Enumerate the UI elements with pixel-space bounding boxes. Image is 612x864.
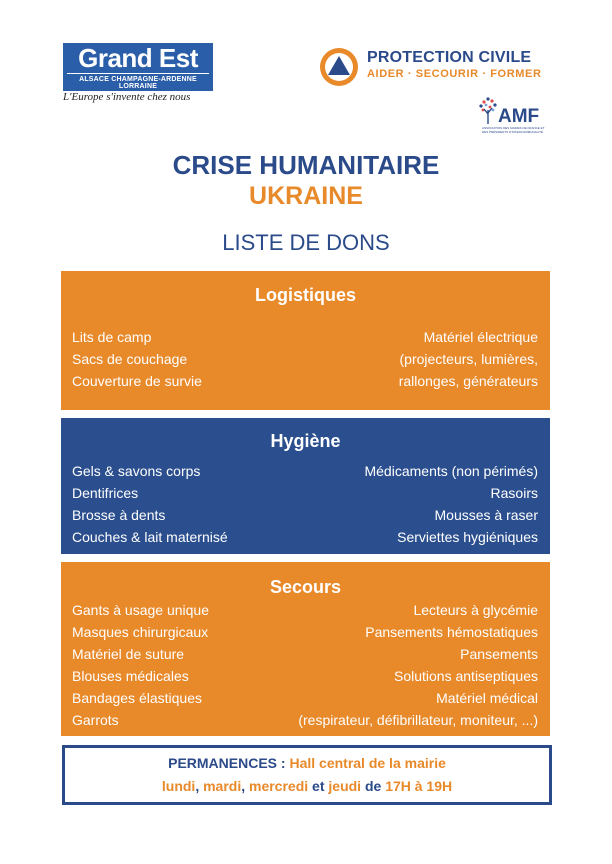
permanences-label: PERMANENCES : xyxy=(168,755,286,771)
day-tuesday: mardi xyxy=(203,778,242,794)
list-item: Gants à usage unique xyxy=(72,602,209,618)
list-item: Serviettes hygiéniques xyxy=(397,529,538,545)
list-item: (projecteurs, lumières, xyxy=(399,351,538,367)
day-thursday: jeudi xyxy=(328,778,362,794)
day-wednesday: mercredi xyxy=(249,778,309,794)
grand-est-name: Grand Est xyxy=(78,43,198,73)
list-item: Matériel de suture xyxy=(72,646,185,662)
separator: et xyxy=(308,778,329,794)
grand-est-logo xyxy=(63,43,213,91)
grand-est-subtitle: ALSACE CHAMPAGNE-ARDENNE LORRAINE xyxy=(67,73,209,90)
list-item: Dentifrices xyxy=(72,485,139,501)
separator: , xyxy=(241,778,249,794)
from-word: de xyxy=(361,778,386,794)
list-item: Sacs de couchage xyxy=(72,351,188,367)
section-heading: Secours xyxy=(269,577,342,597)
list-item: Pansements hémostatiques xyxy=(365,624,538,640)
list-item: Blouses médicales xyxy=(72,668,189,684)
section-logistiques xyxy=(61,271,550,410)
list-item: rallonges, générateurs xyxy=(398,373,538,389)
list-item: Masques chirurgicaux xyxy=(72,624,209,640)
separator: , xyxy=(195,778,204,794)
hours: 17H à 19H xyxy=(385,778,453,794)
list-item: Bandages élastiques xyxy=(72,690,202,706)
list-item: Solutions antiseptiques xyxy=(394,668,538,684)
list-item: Lits de camp xyxy=(72,329,152,345)
list-item: Garrots xyxy=(72,712,119,728)
list-item: Rasoirs xyxy=(490,485,538,501)
section-secours xyxy=(61,562,550,736)
list-item: Couches & lait maternisé xyxy=(72,529,228,545)
list-item: Brosse à dents xyxy=(72,507,166,523)
protection-civile-emblem-icon xyxy=(319,47,359,87)
list-item: Médicaments (non périmés) xyxy=(364,463,538,479)
permanences-location-line xyxy=(65,755,549,771)
list-item: Matériel médical xyxy=(436,690,538,706)
list-item: Mousses à raser xyxy=(434,507,538,523)
section-hygiene xyxy=(61,418,550,554)
grand-est-slogan: L'Europe s'invente chez nous xyxy=(63,91,191,103)
permanences-box xyxy=(62,745,552,805)
list-title: LISTE DE DONS xyxy=(222,230,390,255)
list-item: Gels & savons corps xyxy=(72,463,201,479)
permanences-schedule-line xyxy=(65,778,549,794)
page-subtitle: UKRAINE xyxy=(249,182,363,210)
day-monday: lundi xyxy=(161,778,196,794)
amf-fine-line: ASSOCIATION DES MAIRES DE FRANCE ET xyxy=(482,126,545,130)
permanences-place: Hall central de la mairie xyxy=(289,755,446,771)
list-item: Couverture de survie xyxy=(72,373,202,389)
section-heading: Logistiques xyxy=(254,285,356,305)
list-item: Pansements xyxy=(460,646,538,662)
amf-fine-print xyxy=(482,126,554,134)
section-heading: Hygiène xyxy=(270,431,341,451)
list-item: Lecteurs à glycémie xyxy=(413,602,538,618)
amf-name: AMF xyxy=(498,106,540,127)
protection-civile-title: PROTECTION CIVILE xyxy=(367,49,532,66)
list-item: (respirateur, défibrillateur, moniteur, ...) xyxy=(298,712,538,728)
page-title: CRISE HUMANITAIRE xyxy=(172,150,440,180)
list-item: Matériel électrique xyxy=(423,329,538,345)
protection-civile-tagline: AIDER · SECOURIR · FORMER xyxy=(367,68,542,80)
amf-fine-line: DES PRÉSIDENTS D'INTERCOMMUNALITÉ xyxy=(482,130,543,134)
